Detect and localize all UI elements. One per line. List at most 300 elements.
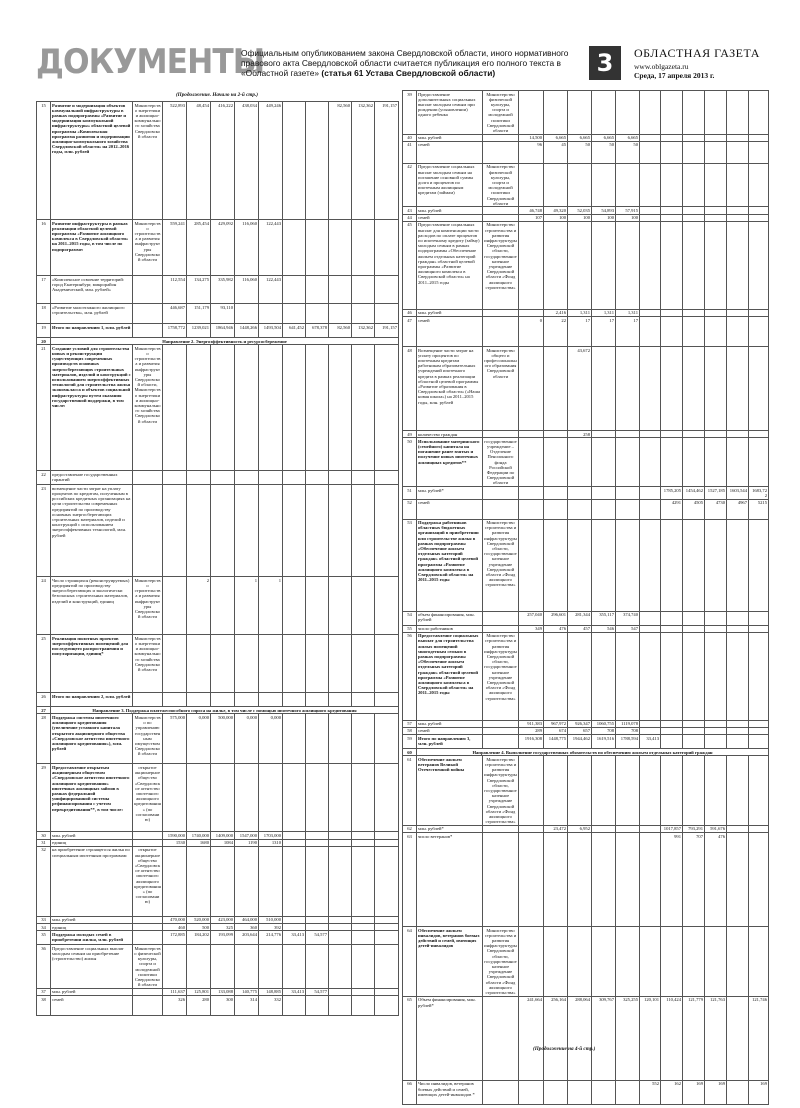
year-value: 707	[683, 833, 705, 927]
indicator-name: семей	[417, 141, 483, 163]
year-value	[375, 276, 399, 304]
year-value: 22	[544, 317, 568, 347]
year-value	[235, 846, 259, 916]
year-value	[705, 163, 727, 207]
responsible-body: Министерство строительства и развития инфраструктуры Свердловской области, Министерство энергетики и жилищно-коммунального хозяйства Свердловской области	[133, 345, 163, 471]
publication-notice	[241, 48, 571, 78]
year-value: 100	[592, 214, 616, 221]
continuation-note: (Продолжение. Начало на 2-й стр.)	[175, 92, 259, 98]
year-value	[375, 764, 399, 832]
year-value	[519, 519, 544, 611]
table-row	[403, 214, 769, 221]
year-value	[661, 91, 683, 135]
year-value: 1864,946	[211, 324, 235, 338]
year-value	[661, 735, 683, 749]
year-value	[640, 317, 661, 347]
year-value	[683, 720, 705, 727]
year-value	[235, 693, 259, 707]
year-value	[544, 347, 568, 431]
year-value: 57,915	[616, 207, 640, 214]
table-row	[403, 221, 769, 309]
year-value	[727, 163, 749, 207]
table-row	[37, 945, 399, 989]
year-value	[568, 756, 592, 826]
year-value: 1916,308	[519, 735, 544, 749]
year-value	[519, 499, 544, 519]
year-value	[727, 927, 749, 997]
year-value	[519, 927, 544, 997]
year-value	[616, 833, 640, 927]
newspaper-url[interactable]: www.oblgazeta.ru	[634, 62, 689, 71]
year-value	[352, 577, 375, 635]
indicator-name: Развитие инфраструктуры в рамках реализации областной целевой программы «Развитие жилищного комплекса в Свердловской области» на 2011–2015 годы, в том числе по подпрограмме:	[51, 220, 133, 276]
year-value: 552	[640, 1080, 661, 1104]
year-value	[352, 714, 375, 764]
year-value	[306, 916, 329, 923]
year-value	[329, 945, 352, 989]
year-value	[749, 91, 769, 135]
year-value	[519, 347, 544, 431]
row-number: 41	[403, 141, 417, 163]
year-value	[683, 431, 705, 438]
row-number: 27	[37, 707, 51, 714]
year-value	[375, 924, 399, 931]
year-value: 911,383	[519, 720, 544, 727]
year-value	[352, 931, 375, 945]
year-value	[352, 635, 375, 693]
responsible-body: Министерство строительства и развития инфраструктуры Свердловской области, государственное казенное учреждение Свердловской области «Фонд жилищного строительства»	[483, 632, 519, 720]
indicator-name: Обеспечение жильем ветеранов Великой Отечественной войны	[417, 756, 483, 826]
row-number: 25	[37, 635, 51, 693]
table-row	[403, 207, 769, 214]
year-value: 2	[187, 577, 211, 635]
year-value	[705, 735, 727, 749]
year-value: 1683,722	[749, 487, 769, 499]
year-value	[375, 485, 399, 577]
row-number: 21	[37, 345, 51, 471]
year-value	[592, 833, 616, 927]
year-value: 708	[592, 727, 616, 734]
row-number: 61	[403, 756, 417, 826]
year-value: 241,664	[519, 996, 544, 1080]
year-value: 309,767	[592, 996, 616, 1080]
year-value	[163, 693, 187, 707]
year-value	[375, 220, 399, 276]
row-number: 40	[403, 134, 417, 141]
row-number: 15	[37, 102, 51, 220]
year-value	[519, 756, 544, 826]
year-value	[211, 471, 235, 485]
year-value	[568, 1080, 592, 1104]
year-value	[163, 846, 187, 916]
year-value	[616, 499, 640, 519]
year-value	[661, 214, 683, 221]
row-number: 64	[403, 927, 417, 997]
indicator-name: Реализация пилотных проектов энергоэффективных помещений для последующего распространения и популяризации, единиц*	[51, 635, 133, 693]
year-value	[329, 471, 352, 485]
table-row	[403, 1080, 769, 1104]
year-value: 374,740	[616, 611, 640, 625]
responsible-body: Министерство строительства и развития инфраструктуры Свердловской области, государственное казенное учреждение Свердловской области «Фонд жилищного строительства»	[483, 221, 519, 309]
year-value	[683, 141, 705, 163]
year-value: 54,577	[306, 988, 329, 995]
year-value	[683, 735, 705, 749]
year-value: 1619,516	[592, 735, 616, 749]
table-row	[403, 317, 769, 347]
year-value	[640, 727, 661, 734]
year-value: 169	[705, 1080, 727, 1104]
year-value	[329, 304, 352, 324]
year-value: 1084	[211, 839, 235, 846]
year-value: 464,000	[235, 916, 259, 923]
indicator-name: предоставление государственных гарантий	[51, 471, 133, 485]
table-row	[37, 276, 399, 304]
year-value	[616, 927, 640, 997]
row-number: 54	[403, 611, 417, 625]
indicator-name: количество граждан	[417, 431, 483, 438]
year-value	[375, 846, 399, 916]
year-value	[259, 485, 283, 577]
year-value	[544, 499, 568, 519]
year-value	[306, 276, 329, 304]
responsible-body	[133, 693, 163, 707]
year-value: 547	[616, 625, 640, 632]
year-value	[519, 825, 544, 832]
year-value: 45	[544, 141, 568, 163]
year-value: 1454,462	[683, 487, 705, 499]
year-value	[749, 720, 769, 727]
responsible-body	[133, 304, 163, 324]
year-value	[187, 846, 211, 916]
indicator-name: число ветеранов*	[417, 833, 483, 927]
left-column	[36, 90, 398, 1016]
year-value	[375, 832, 399, 839]
year-value	[375, 714, 399, 764]
indicator-name: млн. рублей	[417, 309, 483, 316]
year-value	[592, 91, 616, 135]
year-value: 134,275	[187, 276, 211, 304]
year-value	[640, 309, 661, 316]
year-value: 93,110	[211, 304, 235, 324]
indicator-name: Предоставление социальных выплат для строительства жилых помещений многодетным семьям в рамках подпрограммы «Обеспечение жильем отдельных категорий граждан» областной целевой программы «Развитие жилищного комплекса в Свердловской области» на 2011–2015 годы	[417, 632, 483, 720]
row-number: 33	[37, 916, 51, 923]
responsible-body: Министерство энергетики и жилищно-коммунального хозяйства Свердловской области	[133, 102, 163, 220]
year-value: 1,311	[616, 309, 640, 316]
year-value	[705, 141, 727, 163]
year-value	[352, 485, 375, 577]
page-header	[36, 42, 766, 84]
year-value	[329, 220, 352, 276]
year-value	[544, 431, 568, 438]
table-row	[403, 720, 769, 727]
indicator-name: млн. рублей	[51, 988, 133, 995]
year-value	[519, 1080, 544, 1104]
year-value: 1703,000	[259, 832, 283, 839]
row-number: 22	[37, 471, 51, 485]
responsible-body	[483, 214, 519, 221]
year-value	[592, 499, 616, 519]
year-value	[329, 916, 352, 923]
year-value	[283, 276, 306, 304]
year-value: 4967	[727, 499, 749, 519]
row-number: 34	[37, 924, 51, 931]
year-value: 1119,078	[616, 720, 640, 727]
year-value: 6,952	[568, 825, 592, 832]
year-value	[592, 487, 616, 499]
year-value	[211, 764, 235, 832]
year-value	[727, 996, 749, 1080]
year-value: 500,000	[211, 714, 235, 764]
year-value: 6,665	[592, 134, 616, 141]
year-value	[306, 345, 329, 471]
year-value: 49,320	[544, 207, 568, 214]
year-value: 280	[187, 996, 211, 1016]
year-value: 1740,000	[187, 832, 211, 839]
newspaper-masthead	[634, 46, 774, 80]
year-value	[683, 207, 705, 214]
year-value	[519, 438, 544, 487]
table-row	[403, 927, 769, 997]
year-value: 470,000	[163, 916, 187, 923]
year-value	[749, 519, 769, 611]
row-number: 43	[403, 207, 417, 214]
year-value: 46,748	[519, 207, 544, 214]
section-heading: Направление 3. Поддержка платежеспособного спроса на жилье, в том числе с помощью ипотечного жилищного кредитования	[51, 707, 399, 714]
responsible-body	[483, 487, 519, 499]
table-row	[403, 735, 769, 749]
year-value	[519, 91, 544, 135]
row-number: 35	[37, 931, 51, 945]
year-value	[283, 635, 306, 693]
year-value	[616, 438, 640, 487]
year-value	[544, 438, 568, 487]
year-value: 500	[187, 924, 211, 931]
indicator-name: млн. рублей	[417, 134, 483, 141]
year-value: 446,687	[163, 304, 187, 324]
year-value: 355,117	[592, 611, 616, 625]
year-value	[727, 207, 749, 214]
right-table	[402, 90, 769, 1105]
year-value	[187, 345, 211, 471]
year-value: 191,157	[375, 324, 399, 338]
row-number: 23	[37, 485, 51, 577]
year-value: 546	[592, 625, 616, 632]
row-number: 39	[403, 91, 417, 135]
year-value	[705, 207, 727, 214]
responsible-body	[483, 1080, 519, 1104]
year-value	[306, 832, 329, 839]
table-row	[37, 485, 399, 577]
year-value	[375, 577, 399, 635]
year-value	[211, 945, 235, 989]
year-value	[211, 846, 235, 916]
year-value	[661, 611, 683, 625]
year-value	[329, 996, 352, 1016]
table-row	[403, 347, 769, 431]
year-value	[749, 317, 769, 347]
year-value	[749, 347, 769, 431]
responsible-body	[483, 141, 519, 163]
year-value: 1590,000	[163, 832, 187, 839]
row-number: 65	[403, 996, 417, 1080]
year-value	[352, 945, 375, 989]
year-value	[306, 846, 329, 916]
year-value	[661, 317, 683, 347]
table-row	[403, 519, 769, 611]
year-value	[283, 304, 306, 324]
year-value	[749, 163, 769, 207]
year-value: 1758,772	[163, 324, 187, 338]
year-value: 33,413	[283, 988, 306, 995]
row-number: 32	[37, 846, 51, 916]
indicator-name: единиц	[51, 924, 133, 931]
year-value	[616, 1080, 640, 1104]
row-number: 49	[403, 431, 417, 438]
year-value	[683, 611, 705, 625]
table-row	[403, 499, 769, 519]
responsible-body	[133, 839, 163, 846]
year-value	[683, 727, 705, 734]
year-value	[283, 924, 306, 931]
year-value	[749, 134, 769, 141]
row-number: 57	[403, 720, 417, 727]
year-value: 191,157	[375, 102, 399, 220]
year-value	[705, 519, 727, 611]
year-value	[283, 832, 306, 839]
year-value	[352, 832, 375, 839]
year-value: 17	[592, 317, 616, 347]
responsible-body	[133, 485, 163, 577]
year-value	[568, 221, 592, 309]
year-value: 1944,462	[568, 735, 592, 749]
year-value	[187, 945, 211, 989]
table-row	[37, 832, 399, 839]
year-value	[544, 91, 568, 135]
year-value	[749, 927, 769, 997]
year-value	[375, 471, 399, 485]
responsible-body: Министерство строительства и развития инфраструктуры Свердловской области, государственное казенное учреждение Свердловской области «Фонд жилищного строительства»	[483, 519, 519, 611]
year-value	[705, 431, 727, 438]
year-value: 257,040	[519, 611, 544, 625]
year-value	[727, 825, 749, 832]
year-value	[329, 988, 352, 995]
year-value	[544, 833, 568, 927]
year-value: 641,452	[283, 324, 306, 338]
year-value	[683, 438, 705, 487]
year-value: 991	[661, 833, 683, 927]
year-value: 33,413	[283, 931, 306, 945]
year-value	[283, 996, 306, 1016]
indicator-name: млн. рублей	[51, 832, 133, 839]
table-row	[37, 707, 399, 714]
year-value	[616, 825, 640, 832]
year-value	[661, 347, 683, 431]
year-value	[640, 214, 661, 221]
table-row	[37, 916, 399, 923]
row-number: 31	[37, 839, 51, 846]
year-value	[187, 485, 211, 577]
year-value	[616, 487, 640, 499]
year-value	[661, 431, 683, 438]
year-value: 140,775	[235, 988, 259, 995]
indicator-name: Предоставление социальных выплат молодым семьям на погашение основной суммы долга и процентов по ипотечным жилищным кредитам (займам)	[417, 163, 483, 207]
year-value	[352, 996, 375, 1016]
year-value	[283, 846, 306, 916]
table-row	[403, 438, 769, 487]
indicator-name: Возмещение части затрат на уплату процентов по ипотечным кредитам работникам образовательных учреждений ипотечного кредита в рамках реализации областной целевой программы «Развитие образования в Свердловской области» («Наша новая школа») на 2011–2015 годы, млн. рублей	[417, 347, 483, 431]
year-value: 926,347	[568, 720, 592, 727]
year-value	[306, 693, 329, 707]
year-value: 82,560	[329, 324, 352, 338]
table-row	[37, 345, 399, 471]
responsible-body: открытое акционерное общество «Свердловское агентство ипотечного жилищного кредитования» (по согласованию)	[133, 846, 163, 916]
year-value: 522,893	[163, 102, 187, 220]
year-value: 0,000	[235, 714, 259, 764]
year-value: 256,164	[544, 996, 568, 1080]
year-value: 657	[568, 727, 592, 734]
year-value	[352, 839, 375, 846]
year-value	[283, 945, 306, 989]
year-value: 122,443	[259, 276, 283, 304]
year-value	[705, 309, 727, 316]
year-value	[375, 635, 399, 693]
year-value	[592, 927, 616, 997]
year-value: 107	[519, 214, 544, 221]
indicator-name: млн. рублей*	[417, 825, 483, 832]
year-value: 1310	[259, 839, 283, 846]
year-value	[352, 924, 375, 931]
table-row	[403, 756, 769, 826]
year-value	[283, 839, 306, 846]
year-value	[329, 832, 352, 839]
year-value: 193,099	[211, 931, 235, 945]
year-value	[187, 635, 211, 693]
left-table	[36, 101, 399, 1016]
row-number: 55	[403, 625, 417, 632]
table-row	[37, 924, 399, 931]
year-value	[306, 996, 329, 1016]
row-number: 18	[37, 304, 51, 324]
year-value: 121,746	[749, 996, 769, 1080]
year-value	[163, 635, 187, 693]
responsible-body	[483, 611, 519, 625]
year-value: 43,672	[568, 347, 592, 431]
year-value	[211, 485, 235, 577]
year-value	[259, 945, 283, 989]
notice-bold: (статья 61 Устава Свердловской области)	[321, 68, 496, 78]
year-value	[568, 519, 592, 611]
year-value	[683, 91, 705, 135]
table-row	[403, 141, 769, 163]
responsible-body	[133, 276, 163, 304]
table-row	[37, 764, 399, 832]
table-row	[37, 220, 399, 276]
year-value	[235, 764, 259, 832]
year-value	[283, 345, 306, 471]
year-value: 132,362	[352, 102, 375, 220]
row-number: 17	[37, 276, 51, 304]
year-value	[727, 317, 749, 347]
year-value	[683, 221, 705, 309]
indicator-name: Предоставление социальных выплат для компенсации части расходов по оплате процентов по ипотечному кредиту (займу) молодым семьям в рамках подпрограммы «Обеспечение жильем отдельных категорий граждан» областной целевой программы «Развитие жилищного комплекса в Свердловской области» на 2011–2015 годы	[417, 221, 483, 309]
year-value: 0,000	[259, 714, 283, 764]
year-value	[375, 693, 399, 707]
responsible-body	[483, 727, 519, 734]
year-value	[375, 931, 399, 945]
year-value	[749, 735, 769, 749]
row-number: 28	[37, 714, 51, 764]
responsible-body: Министерство физической культуры, спорта и молодежной политики Свердловской области	[483, 91, 519, 135]
